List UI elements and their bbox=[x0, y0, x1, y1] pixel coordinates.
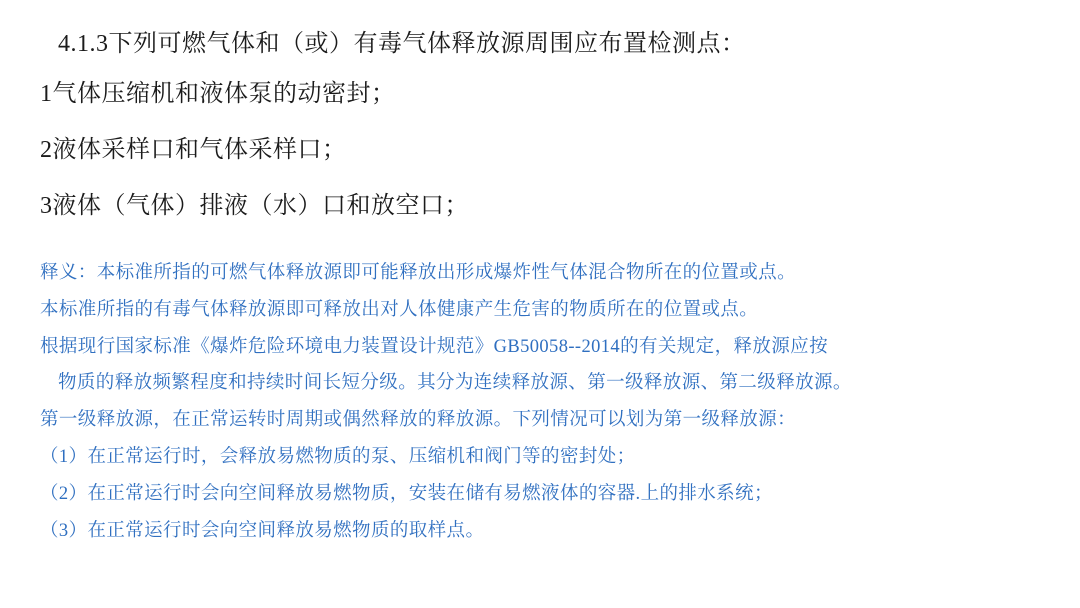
annotation-line-8: （3）在正常运行时会向空间释放易燃物质的取样点。 bbox=[40, 520, 485, 541]
annotation-line-5: 第一级释放源，在正常运转时周期或偶然释放的释放源。下列情况可以划为第一级释放源： bbox=[40, 410, 797, 431]
annotation-block bbox=[40, 258, 1040, 548]
clause-item-1: 1气体压缩机和液体泵的动密封； bbox=[40, 81, 396, 107]
annotation-line-4: 物质的释放频繁程度和持续时间长短分级。其分为连续释放源、第一级释放源、第二级释放源。 bbox=[58, 373, 852, 394]
annotation-line-7: （2）在正常运行时会向空间释放易燃物质，安装在储有易燃液体的容器.上的排水系统； bbox=[40, 483, 773, 504]
annotation-line-3: 根据现行国家标准《爆炸危险环境电力装置设计规范》GB50058--2014的有关规定，释放源应按 bbox=[40, 336, 828, 357]
clause-title: 4.1.3下列可燃气体和（或）有毒气体释放源周围应布置检测点： bbox=[58, 31, 746, 57]
annotation-line-1: 释义：本标准所指的可燃气体释放源即可能释放出形成爆炸性气体混合物所在的位置或点。 bbox=[40, 263, 797, 283]
annotation-line-2: 本标准所指的有毒气体释放源即可释放出对人体健康产生危害的物质所在的位置或点。 bbox=[40, 299, 759, 320]
clause-item-2: 2液体采样口和气体采样口； bbox=[40, 137, 347, 163]
annotation-line-6: （1）在正常运行时，会释放易燃物质的泵、压缩机和阀门等的密封处； bbox=[40, 447, 636, 468]
clause-item-3: 3液体（气体）排液（水）口和放空口； bbox=[40, 193, 469, 219]
